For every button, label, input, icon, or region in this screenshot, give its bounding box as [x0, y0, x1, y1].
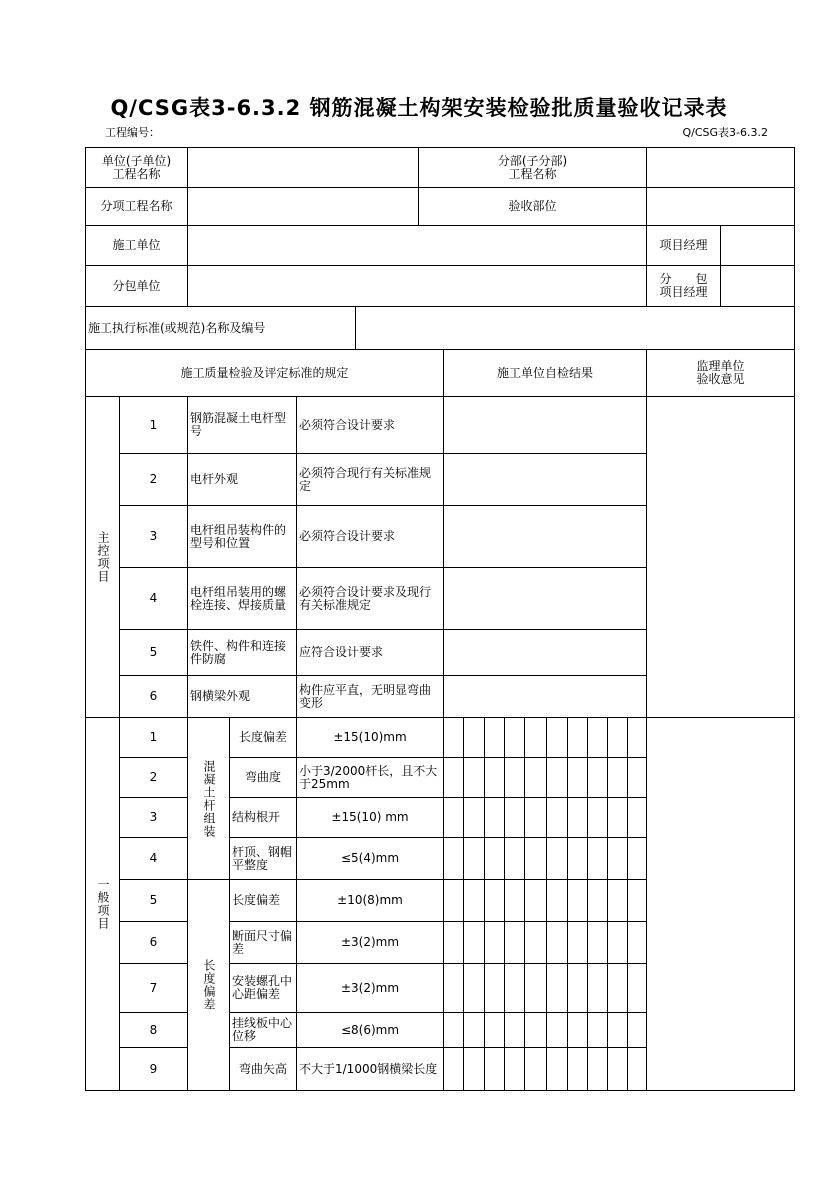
measurement-cell[interactable]	[627, 717, 647, 758]
measurement-cell[interactable]	[443, 717, 464, 758]
main-item-no	[119, 629, 188, 676]
measurement-cell[interactable]	[463, 757, 485, 798]
standard-label-text: 施工执行标准(或规范)名称及编号	[88, 320, 266, 335]
general-item-no	[119, 879, 188, 922]
sub-manager-label-text: 分 包 项目经理	[659, 272, 708, 299]
acceptance-part-label-text: 验收部位	[508, 199, 557, 213]
measurement-cell[interactable]	[524, 963, 547, 1013]
measurement-cell[interactable]	[463, 921, 485, 964]
measurement-cell[interactable]	[504, 797, 525, 838]
main-item-no-text: 2	[149, 472, 158, 486]
construction-unit-field[interactable]	[187, 225, 647, 266]
main-item-name-text: 钢筋混凝土电杆型号	[190, 411, 287, 438]
measurement-cell[interactable]	[587, 921, 608, 964]
form-code: Q/CSG表3-6.3.2	[682, 126, 768, 139]
concrete-pole-group-label-text: 混凝土杆组装	[202, 759, 216, 838]
measurement-cell[interactable]	[484, 921, 505, 964]
measurement-cell[interactable]	[443, 757, 464, 798]
measurement-cell[interactable]	[546, 879, 568, 922]
measurement-cell[interactable]	[504, 963, 525, 1013]
length-deviation-group-label-text: 长度偏差	[202, 959, 216, 1011]
main-item-requirement	[296, 629, 444, 676]
measurement-cell[interactable]	[546, 717, 568, 758]
measurement-cell[interactable]	[567, 717, 588, 758]
general-item-requirement-text: 不大于1/1000钢横梁长度	[299, 1061, 438, 1076]
subcontract-unit-label	[85, 265, 188, 307]
measurement-cell[interactable]	[627, 797, 647, 838]
main-item-no	[119, 453, 188, 506]
main-item-requirement	[296, 396, 444, 454]
main-item-no	[119, 675, 188, 718]
measurement-cell[interactable]	[524, 879, 547, 922]
general-item-name-text: 弯曲度	[244, 770, 281, 784]
construction-unit-label	[85, 225, 188, 266]
general-item-requirement-text: ±10(8)mm	[337, 893, 403, 907]
general-item-name-text: 杆顶、钢帽平整度	[232, 844, 293, 872]
measurement-cell[interactable]	[587, 963, 608, 1013]
measurement-cell[interactable]	[443, 1047, 464, 1091]
measurement-cell[interactable]	[607, 963, 628, 1013]
measurement-cell[interactable]	[587, 879, 608, 922]
project-number-label: 工程编号：	[105, 126, 160, 139]
measurement-cell[interactable]	[587, 1047, 608, 1091]
general-item-name	[229, 963, 297, 1013]
measurement-cell[interactable]	[587, 717, 608, 758]
general-item-requirement	[296, 757, 444, 798]
measurement-cell[interactable]	[607, 1012, 628, 1048]
measurement-cell[interactable]	[504, 717, 525, 758]
general-item-no	[119, 963, 188, 1013]
main-item-requirement	[296, 675, 444, 718]
main-item-requirement	[296, 453, 444, 506]
concrete-pole-group-label	[187, 717, 230, 880]
general-item-name-text: 长度偏差	[232, 893, 281, 907]
general-item-name	[229, 879, 297, 922]
main-item-self-check[interactable]	[443, 567, 647, 630]
sub-project-label	[418, 147, 647, 188]
general-item-requirement-text: ±15(10)mm	[333, 730, 407, 744]
measurement-cell[interactable]	[504, 1012, 525, 1048]
general-item-requirement	[296, 963, 444, 1013]
measurement-cell[interactable]	[443, 879, 464, 922]
general-item-requirement-text: ±3(2)mm	[340, 935, 400, 949]
sub-project-label-text: 分部(子分部) 工程名称	[497, 153, 568, 181]
general-item-requirement	[296, 1047, 444, 1091]
main-item-self-check[interactable]	[443, 629, 647, 676]
measurement-cell[interactable]	[546, 1047, 568, 1091]
general-item-requirement	[296, 797, 444, 838]
measurement-cell[interactable]	[484, 1012, 505, 1048]
general-item-name	[229, 1047, 297, 1091]
item-project-field[interactable]	[187, 187, 419, 226]
col-standard-header	[85, 349, 444, 397]
measurement-cell[interactable]	[463, 879, 485, 922]
measurement-cell[interactable]	[587, 797, 608, 838]
general-item-name-text: 安装螺孔中心距偏差	[232, 974, 293, 1001]
measurement-cell[interactable]	[607, 717, 628, 758]
measurement-cell[interactable]	[524, 757, 547, 798]
measurement-cell[interactable]	[524, 717, 547, 758]
measurement-cell[interactable]	[546, 757, 568, 798]
acceptance-part-label	[418, 187, 647, 226]
measurement-cell[interactable]	[567, 757, 588, 798]
sub-manager-label	[646, 265, 721, 307]
unit-project-field[interactable]	[187, 147, 419, 188]
measurement-cell[interactable]	[607, 757, 628, 798]
project-manager-field[interactable]	[720, 225, 795, 266]
measurement-cell[interactable]	[504, 1047, 525, 1091]
main-group-label-text: 主控项目	[96, 531, 110, 583]
measurement-cell[interactable]	[463, 1047, 485, 1091]
general-item-no-text: 2	[149, 770, 158, 784]
standard-field[interactable]	[355, 306, 795, 350]
measurement-cell[interactable]	[607, 921, 628, 964]
general-item-name-text: 结构根开	[232, 810, 281, 824]
measurement-cell[interactable]	[463, 717, 485, 758]
main-item-name-text: 电杆组吊装用的螺栓连接、焊接质量	[190, 584, 287, 612]
general-item-name-text: 长度偏差	[238, 730, 287, 744]
general-item-no-text: 8	[149, 1022, 158, 1037]
general-item-name-text: 挂线板中心位移	[232, 1016, 293, 1043]
measurement-cell[interactable]	[443, 797, 464, 838]
measurement-cell[interactable]	[443, 963, 464, 1013]
general-item-name	[229, 921, 297, 964]
measurement-cell[interactable]	[463, 1012, 485, 1048]
measurement-cell[interactable]	[587, 1012, 608, 1048]
measurement-cell[interactable]	[524, 1012, 547, 1048]
general-item-name-text: 弯曲矢高	[238, 1061, 287, 1076]
measurement-cell[interactable]	[567, 1012, 588, 1048]
acceptance-part-field[interactable]	[646, 187, 795, 226]
main-item-requirement-text: 必须符合现行有关标准规定	[299, 465, 432, 493]
general-item-no-text: 7	[149, 980, 158, 995]
col-self-check-header-text: 施工单位自检结果	[496, 365, 593, 380]
subcontract-unit-field[interactable]	[187, 265, 647, 307]
main-item-no-text: 4	[149, 591, 158, 605]
unit-project-label-text: 单位(子单位) 工程名称	[101, 153, 172, 181]
sub-project-field[interactable]	[646, 147, 795, 188]
col-supervision-header	[646, 349, 795, 397]
measurement-cell[interactable]	[504, 837, 525, 880]
main-item-requirement-text: 必须符合设计要求	[299, 529, 396, 543]
main-item-no	[119, 567, 188, 630]
measurement-cell[interactable]	[524, 837, 547, 880]
main-item-requirement-text: 必须符合设计要求	[299, 417, 396, 432]
measurement-cell[interactable]	[463, 963, 485, 1013]
general-item-name	[229, 797, 297, 838]
measurement-cell[interactable]	[607, 1047, 628, 1091]
measurement-cell[interactable]	[567, 879, 588, 922]
col-supervision-header-text: 监理单位 验收意见	[696, 359, 745, 386]
main-item-name	[187, 629, 297, 676]
measurement-cell[interactable]	[504, 757, 525, 798]
construction-unit-label-text: 施工单位	[112, 238, 161, 252]
measurement-cell[interactable]	[567, 963, 588, 1013]
measurement-cell[interactable]	[546, 797, 568, 838]
general-item-requirement-text: ±3(2)mm	[340, 980, 400, 995]
general-item-no	[119, 717, 188, 758]
item-project-label	[85, 187, 188, 226]
main-item-requirement	[296, 567, 444, 630]
measurement-cell[interactable]	[443, 1012, 464, 1048]
main-item-no	[119, 505, 188, 568]
general-item-requirement-text: ±15(10) mm	[331, 810, 409, 824]
general-item-requirement	[296, 717, 444, 758]
measurement-cell[interactable]	[627, 879, 647, 922]
main-item-self-check[interactable]	[443, 505, 647, 568]
general-item-no-text: 9	[149, 1061, 158, 1076]
measurement-cell[interactable]	[484, 717, 505, 758]
general-item-requirement-text: ≤8(6)mm	[340, 1022, 400, 1037]
main-item-no-text: 3	[149, 529, 158, 543]
general-item-no-text: 4	[149, 851, 158, 865]
measurement-cell[interactable]	[524, 797, 547, 838]
general-item-requirement	[296, 879, 444, 922]
unit-project-label	[85, 147, 188, 188]
general-item-requirement	[296, 837, 444, 880]
main-group-label	[85, 396, 120, 718]
measurement-cell[interactable]	[627, 1047, 647, 1091]
general-item-requirement	[296, 1012, 444, 1048]
main-item-no-text: 5	[149, 645, 158, 659]
general-group-label	[85, 717, 120, 1091]
general-item-no	[119, 797, 188, 838]
main-item-name	[187, 505, 297, 568]
standard-label	[85, 306, 356, 350]
main-supervision-opinion[interactable]	[646, 396, 795, 718]
measurement-cell[interactable]	[524, 921, 547, 964]
measurement-cell[interactable]	[567, 1047, 588, 1091]
general-item-name	[229, 757, 297, 798]
main-item-name	[187, 396, 297, 454]
measurement-cell[interactable]	[546, 837, 568, 880]
general-item-name	[229, 1012, 297, 1048]
general-item-requirement-text: ≤5(4)mm	[340, 851, 400, 865]
measurement-cell[interactable]	[484, 837, 505, 880]
project-manager-label	[646, 225, 721, 266]
measurement-cell[interactable]	[504, 921, 525, 964]
subcontract-unit-label-text: 分包单位	[112, 278, 161, 293]
main-item-requirement-text: 应符合设计要求	[299, 645, 384, 659]
measurement-cell[interactable]	[524, 1047, 547, 1091]
general-item-name-text: 断面尺寸偏差	[232, 928, 293, 956]
measurement-cell[interactable]	[546, 1012, 568, 1048]
general-supervision-opinion[interactable]	[646, 717, 795, 1091]
measurement-cell[interactable]	[607, 797, 628, 838]
sub-manager-field[interactable]	[720, 265, 795, 307]
measurement-cell[interactable]	[443, 921, 464, 964]
main-item-name	[187, 675, 297, 718]
measurement-cell[interactable]	[546, 921, 568, 964]
general-group-label-text: 一般项目	[96, 878, 110, 930]
form-title: Q/CSG表3-6.3.2 钢筋混凝土构架安装检验批质量验收记录表	[110, 96, 728, 120]
general-item-name	[229, 717, 297, 758]
general-item-requirement-text: 小于3/2000杆长，且不大于25mm	[299, 763, 438, 791]
general-item-no-text: 1	[149, 730, 158, 744]
main-item-name	[187, 453, 297, 506]
measurement-cell[interactable]	[484, 879, 505, 922]
item-project-label-text: 分项工程名称	[100, 199, 173, 213]
measurement-cell[interactable]	[627, 963, 647, 1013]
measurement-cell[interactable]	[484, 797, 505, 838]
measurement-cell[interactable]	[504, 879, 525, 922]
col-standard-header-text: 施工质量检验及评定标准的规定	[180, 365, 349, 380]
main-item-self-check[interactable]	[443, 453, 647, 506]
general-item-no-text: 3	[149, 810, 158, 824]
main-item-no	[119, 396, 188, 454]
main-item-name-text: 钢横梁外观	[190, 689, 251, 703]
length-deviation-group-label	[187, 879, 230, 1091]
measurement-cell[interactable]	[627, 1012, 647, 1048]
general-item-no	[119, 757, 188, 798]
general-item-no	[119, 1047, 188, 1091]
general-item-requirement	[296, 921, 444, 964]
col-self-check-header	[443, 349, 647, 397]
measurement-cell[interactable]	[463, 837, 485, 880]
measurement-cell[interactable]	[463, 797, 485, 838]
measurement-cell[interactable]	[484, 757, 505, 798]
measurement-cell[interactable]	[567, 797, 588, 838]
general-item-no	[119, 837, 188, 880]
general-item-no	[119, 921, 188, 964]
measurement-cell[interactable]	[484, 1047, 505, 1091]
measurement-cell[interactable]	[627, 757, 647, 798]
main-item-requirement	[296, 505, 444, 568]
measurement-cell[interactable]	[587, 837, 608, 880]
main-item-no-text: 6	[149, 689, 158, 703]
measurement-cell[interactable]	[546, 963, 568, 1013]
main-item-self-check[interactable]	[443, 675, 647, 718]
main-item-self-check[interactable]	[443, 396, 647, 454]
measurement-cell[interactable]	[484, 963, 505, 1013]
general-item-no	[119, 1012, 188, 1048]
measurement-cell[interactable]	[443, 837, 464, 880]
general-item-name	[229, 837, 297, 880]
measurement-cell[interactable]	[627, 921, 647, 964]
main-item-name-text: 电杆组吊装构件的型号和位置	[190, 522, 287, 550]
measurement-cell[interactable]	[607, 837, 628, 880]
measurement-cell[interactable]	[627, 837, 647, 880]
measurement-cell[interactable]	[587, 757, 608, 798]
main-item-name-text: 电杆外观	[190, 472, 239, 486]
main-item-no-text: 1	[149, 417, 158, 432]
main-item-name	[187, 567, 297, 630]
main-item-name-text: 铁件、构件和连接件防腐	[190, 638, 287, 666]
measurement-cell[interactable]	[567, 837, 588, 880]
main-item-requirement-text: 构件应平直，无明显弯曲变形	[299, 682, 432, 710]
main-item-requirement-text: 必须符合设计要求及现行有关标准规定	[299, 584, 432, 612]
general-item-no-text: 5	[149, 893, 158, 907]
measurement-cell[interactable]	[567, 921, 588, 964]
general-item-no-text: 6	[149, 935, 158, 949]
measurement-cell[interactable]	[607, 879, 628, 922]
project-manager-label-text: 项目经理	[659, 238, 708, 252]
